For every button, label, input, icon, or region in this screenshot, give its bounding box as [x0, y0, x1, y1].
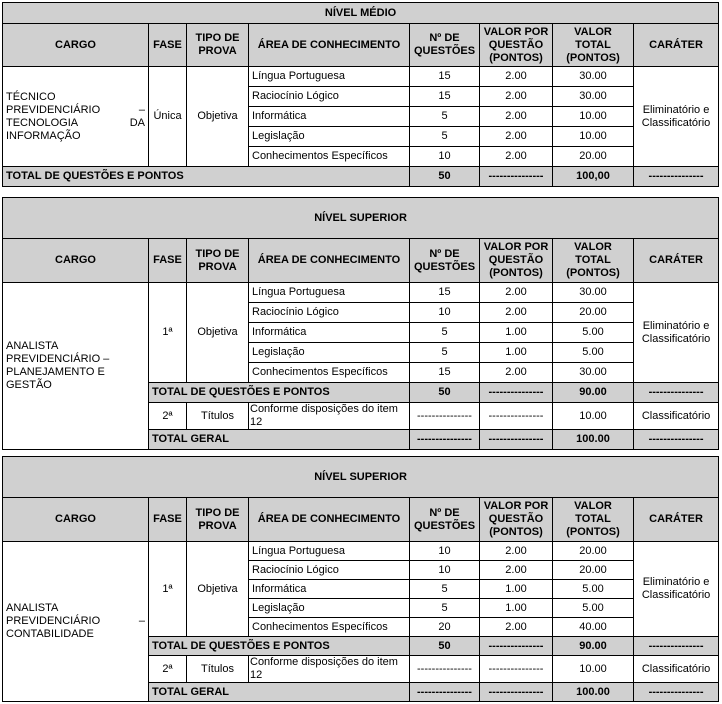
col-header-carater: CARÁTER — [634, 24, 719, 67]
col-header-area: ÁREA DE CONHECIMENTO — [249, 498, 410, 542]
section-title: NÍVEL MÉDIO — [3, 3, 719, 24]
valor-questao-cell: 2.00 — [480, 561, 553, 580]
questoes-cell: 5 — [410, 343, 480, 363]
questoes-cell: 10 — [410, 147, 480, 167]
cargo-cell: TÉCNICO PREVIDENCIÁRIO – TECNOLOGIA DA INFORMAÇÃO — [3, 67, 149, 167]
area-cell: Informática — [249, 323, 410, 343]
area-cell: Língua Portuguesa — [249, 283, 410, 303]
col-header-valor-questao: VALOR POR QUESTÃO (PONTOS) — [480, 24, 553, 67]
total-valor-total: 90.00 — [553, 383, 634, 403]
col-header-tipo: TIPO DE PROVA — [187, 24, 249, 67]
col-header-cargo: CARGO — [3, 498, 149, 542]
total-carater: --------------- — [634, 383, 719, 403]
area-cell: Conforme disposições do item 12 — [249, 656, 410, 683]
fase-cell: 1ª — [149, 542, 187, 637]
col-header-fase: FASE — [149, 24, 187, 67]
col-header-questoes: Nº DE QUESTÕES — [410, 24, 480, 67]
questoes-cell: 20 — [410, 618, 480, 637]
valor-total-cell: 20.00 — [553, 303, 634, 323]
valor-questao-cell: 2.00 — [480, 618, 553, 637]
total-valor-questao: --------------- — [480, 383, 553, 403]
total-valor-questao: --------------- — [480, 167, 553, 187]
valor-questao-cell: 2.00 — [480, 542, 553, 561]
col-header-carater: CARÁTER — [634, 498, 719, 542]
valor-total-cell: 30.00 — [553, 363, 634, 383]
questoes-cell: 10 — [410, 561, 480, 580]
col-header-tipo: TIPO DE PROVA — [187, 239, 249, 283]
total-label: TOTAL DE QUESTÕES E PONTOS — [3, 167, 410, 187]
carater-cell: Classificatório — [634, 656, 719, 683]
col-header-carater: CARÁTER — [634, 239, 719, 283]
grand-total-carater: --------------- — [634, 430, 719, 450]
total-questoes: 50 — [410, 637, 480, 656]
valor-questao-cell: 2.00 — [480, 147, 553, 167]
tipo-cell: Objetiva — [187, 542, 249, 637]
area-cell: Raciocínio Lógico — [249, 561, 410, 580]
area-cell: Raciocínio Lógico — [249, 87, 410, 107]
fase-cell: Única — [149, 67, 187, 167]
questoes-cell: 5 — [410, 127, 480, 147]
table-row — [3, 542, 719, 561]
fase-cell: 2ª — [149, 656, 187, 683]
area-cell: Conhecimentos Específicos — [249, 363, 410, 383]
questoes-cell: 15 — [410, 87, 480, 107]
fase-cell: 1ª — [149, 283, 187, 383]
col-header-cargo: CARGO — [3, 239, 149, 283]
carater-cell: Eliminatório e Classificatório — [634, 283, 719, 383]
grand-total-label: TOTAL GERAL — [149, 683, 410, 702]
grand-total-valor-total: 100.00 — [553, 430, 634, 450]
col-header-questoes: Nº DE QUESTÕES — [410, 498, 480, 542]
total-label: TOTAL DE QUESTÕES E PONTOS — [149, 383, 410, 403]
grand-total-questoes: --------------- — [410, 683, 480, 702]
valor-total-cell: 10.00 — [553, 403, 634, 430]
valor-total-cell: 10.00 — [553, 127, 634, 147]
total-valor-total: 100,00 — [553, 167, 634, 187]
valor-total-cell: 10.00 — [553, 656, 634, 683]
col-header-tipo: TIPO DE PROVA — [187, 498, 249, 542]
questoes-cell: 15 — [410, 67, 480, 87]
col-header-questoes: Nº DE QUESTÕES — [410, 239, 480, 283]
col-header-valor-total: VALOR TOTAL (PONTOS) — [553, 24, 634, 67]
area-cell: Conhecimentos Específicos — [249, 147, 410, 167]
tipo-cell: Objetiva — [187, 283, 249, 383]
total-row — [3, 167, 719, 187]
col-header-area: ÁREA DE CONHECIMENTO — [249, 239, 410, 283]
valor-total-cell: 20.00 — [553, 561, 634, 580]
cargo-cell: ANALISTA PREVIDENCIÁRIO – CONTABILIDADE — [3, 542, 149, 702]
valor-total-cell: 20.00 — [553, 542, 634, 561]
area-cell: Informática — [249, 580, 410, 599]
area-cell: Conforme disposições do item 12 — [249, 403, 410, 430]
valor-questao-cell: 2.00 — [480, 87, 553, 107]
area-cell: Conhecimentos Específicos — [249, 618, 410, 637]
questoes-cell: 5 — [410, 599, 480, 618]
table-row — [3, 67, 719, 87]
total-carater: --------------- — [634, 637, 719, 656]
section-title: NÍVEL SUPERIOR — [3, 457, 719, 498]
total-valor-questao: --------------- — [480, 637, 553, 656]
valor-questao-cell: 2.00 — [480, 363, 553, 383]
area-cell: Língua Portuguesa — [249, 67, 410, 87]
area-cell: Língua Portuguesa — [249, 542, 410, 561]
col-header-area: ÁREA DE CONHECIMENTO — [249, 24, 410, 67]
valor-total-cell: 30.00 — [553, 283, 634, 303]
col-header-valor-total: VALOR TOTAL (PONTOS) — [553, 239, 634, 283]
col-header-valor-total: VALOR TOTAL (PONTOS) — [553, 498, 634, 542]
table-contabilidade — [2, 456, 719, 702]
grand-total-valor-total: 100.00 — [553, 683, 634, 702]
valor-questao-cell: 2.00 — [480, 67, 553, 87]
tipo-cell: Objetiva — [187, 67, 249, 167]
col-header-valor-questao: VALOR POR QUESTÃO (PONTOS) — [480, 498, 553, 542]
grand-total-label: TOTAL GERAL — [149, 430, 410, 450]
table-row — [3, 283, 719, 303]
valor-total-cell: 10.00 — [553, 107, 634, 127]
valor-total-cell: 5.00 — [553, 580, 634, 599]
questoes-cell: 10 — [410, 303, 480, 323]
cargo-cell: ANALISTA PREVIDENCIÁRIO – PLANEJAMENTO E GESTÃO — [3, 283, 149, 450]
valor-total-cell: 5.00 — [553, 599, 634, 618]
valor-total-cell: 40.00 — [553, 618, 634, 637]
valor-total-cell: 20.00 — [553, 147, 634, 167]
valor-questao-cell: 2.00 — [480, 303, 553, 323]
valor-total-cell: 30.00 — [553, 67, 634, 87]
col-header-fase: FASE — [149, 498, 187, 542]
valor-total-cell: 30.00 — [553, 87, 634, 107]
questoes-cell: 5 — [410, 323, 480, 343]
area-cell: Raciocínio Lógico — [249, 303, 410, 323]
col-header-fase: FASE — [149, 239, 187, 283]
section-title: NÍVEL SUPERIOR — [3, 198, 719, 239]
valor-questao-cell: --------------- — [480, 656, 553, 683]
area-cell: Legislação — [249, 599, 410, 618]
tipo-cell: Títulos — [187, 656, 249, 683]
questoes-cell: --------------- — [410, 403, 480, 430]
questoes-cell: 15 — [410, 363, 480, 383]
questoes-cell: 5 — [410, 107, 480, 127]
carater-cell: Classificatório — [634, 403, 719, 430]
area-cell: Legislação — [249, 127, 410, 147]
valor-total-cell: 5.00 — [553, 323, 634, 343]
total-questoes: 50 — [410, 383, 480, 403]
valor-questao-cell: 1.00 — [480, 599, 553, 618]
total-questoes: 50 — [410, 167, 480, 187]
fase-cell: 2ª — [149, 403, 187, 430]
valor-questao-cell: 2.00 — [480, 283, 553, 303]
grand-total-carater: --------------- — [634, 683, 719, 702]
questoes-cell: 10 — [410, 542, 480, 561]
total-carater: --------------- — [634, 167, 719, 187]
valor-questao-cell: --------------- — [480, 403, 553, 430]
col-header-cargo: CARGO — [3, 24, 149, 67]
valor-questao-cell: 2.00 — [480, 127, 553, 147]
valor-questao-cell: 1.00 — [480, 580, 553, 599]
total-valor-total: 90.00 — [553, 637, 634, 656]
questoes-cell: 5 — [410, 580, 480, 599]
valor-questao-cell: 1.00 — [480, 323, 553, 343]
carater-cell: Eliminatório e Classificatório — [634, 542, 719, 637]
area-cell: Informática — [249, 107, 410, 127]
valor-total-cell: 5.00 — [553, 343, 634, 363]
grand-total-valor-questao: --------------- — [480, 683, 553, 702]
table-nivel-medio — [2, 2, 719, 187]
questoes-cell: --------------- — [410, 656, 480, 683]
valor-questao-cell: 1.00 — [480, 343, 553, 363]
area-cell: Legislação — [249, 343, 410, 363]
grand-total-valor-questao: --------------- — [480, 430, 553, 450]
questoes-cell: 15 — [410, 283, 480, 303]
carater-cell: Eliminatório e Classificatório — [634, 67, 719, 167]
total-label: TOTAL DE QUESTÕES E PONTOS — [149, 637, 410, 656]
tipo-cell: Títulos — [187, 403, 249, 430]
col-header-valor-questao: VALOR POR QUESTÃO (PONTOS) — [480, 239, 553, 283]
valor-questao-cell: 2.00 — [480, 107, 553, 127]
table-planejamento-gestao — [2, 197, 719, 450]
grand-total-questoes: --------------- — [410, 430, 480, 450]
